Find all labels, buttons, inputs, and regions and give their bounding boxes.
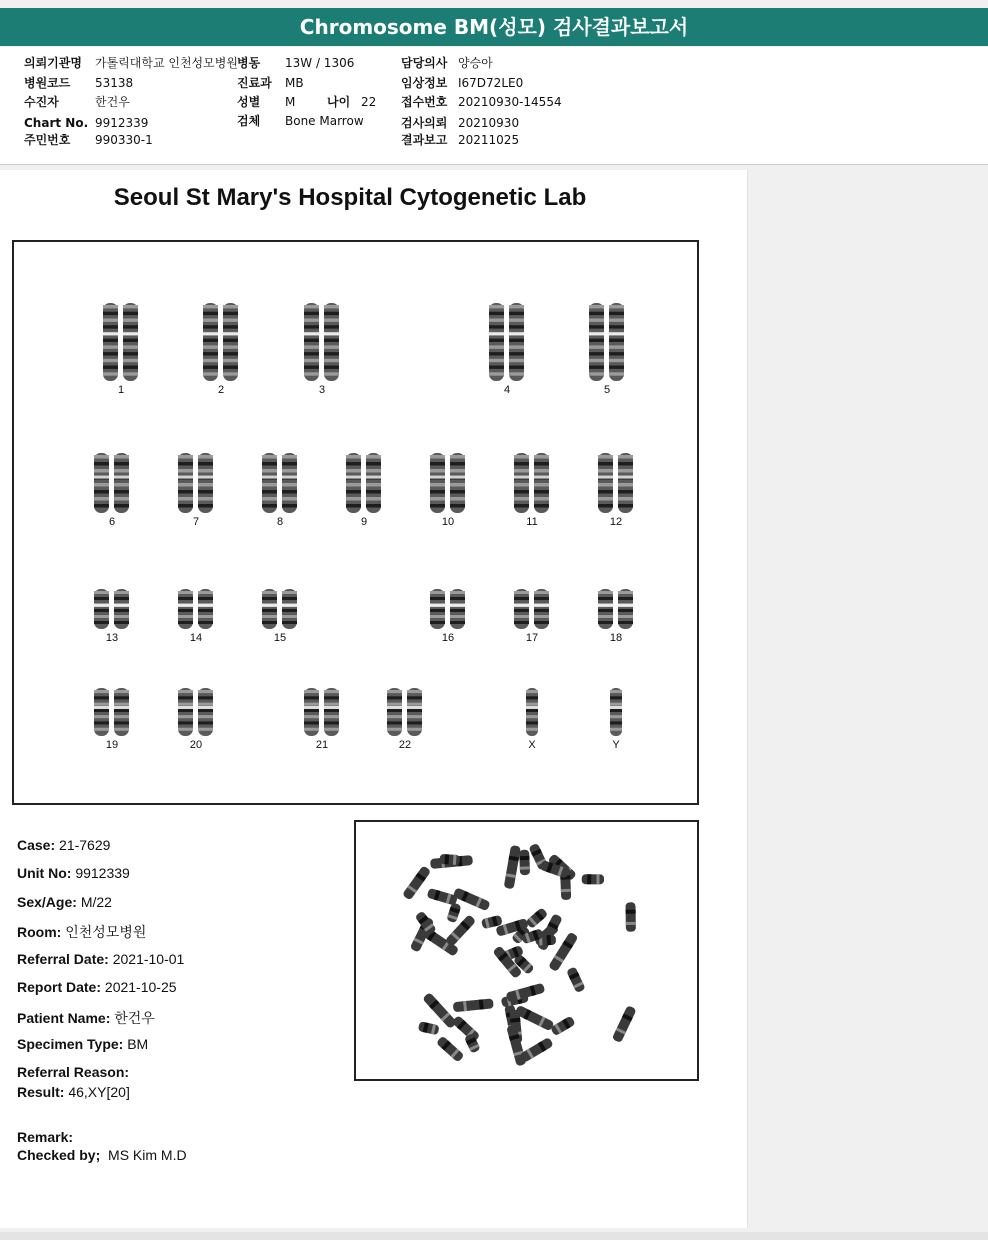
chromosome-pair-20 <box>166 687 226 751</box>
chromosome-label: 1 <box>117 384 125 396</box>
chromosome-pair-8 <box>250 452 310 528</box>
chromosome-image <box>199 302 243 382</box>
cytogenetic-report <box>0 170 748 1228</box>
chromosome-label: 15 <box>273 632 287 644</box>
chromosome-image <box>510 452 554 514</box>
chromosome-label: 14 <box>189 632 203 644</box>
chromosome-image <box>174 687 218 737</box>
chromosome-pair-5 <box>577 302 637 396</box>
chromosome-pair-17 <box>502 588 562 644</box>
chromosome-pair-15 <box>250 588 310 644</box>
meta-referral-reason: Referral Reason: <box>17 1064 130 1080</box>
chromosome-label: 4 <box>503 384 511 396</box>
chromosome-pair-y <box>586 687 646 751</box>
chromosome-image <box>258 588 302 630</box>
chromosome-pair-9 <box>334 452 394 528</box>
chromosome-label: 8 <box>276 516 284 528</box>
chromosome-image <box>594 588 638 630</box>
patient-info-panel: 의뢰기관명 가톨릭대학교 인천성모병원 병원코드 53138 수진자 한건우 Chart No. 9912339 주민번호 990330-1 병동 13W / 1306 진료과 MB 성별 M 나이 22 검체 Bone Marrow 담당의사 양승아 임상정보 I67D72LE0 접수번호 20210930-14554 검사의뢰 20210930 결과보고 20211025 <box>0 47 988 165</box>
chromosome-pair-x <box>502 687 562 751</box>
meta-sex-age: Sex/Age: M/22 <box>17 894 112 910</box>
chromosome-label: 10 <box>441 516 455 528</box>
chromosome-image <box>485 302 529 382</box>
chromosome-image <box>174 452 218 514</box>
chromosome-image <box>585 302 629 382</box>
bottom-scrollbar <box>0 1232 988 1240</box>
chromosome-image <box>90 588 134 630</box>
chromosome-pair-2 <box>191 302 251 396</box>
chromosome-image <box>300 687 344 737</box>
chromosome-image <box>174 588 218 630</box>
karyogram <box>12 240 699 805</box>
chromosome-pair-21 <box>292 687 352 751</box>
chromosome-image <box>383 687 427 737</box>
meta-referral-date: Referral Date: 2021-10-01 <box>17 951 185 967</box>
chromosome-label: 9 <box>360 516 368 528</box>
chromosome-label: 11 <box>526 516 538 528</box>
chromosome-label: 18 <box>609 632 623 644</box>
chromosome-label: 20 <box>189 739 203 751</box>
chromosome-label: 13 <box>105 632 119 644</box>
chromosome-label: X <box>528 739 536 751</box>
chromosome-label: 19 <box>105 739 119 751</box>
chromosome-image <box>426 588 470 630</box>
chromosome-image <box>606 687 626 737</box>
chromosome-label: 16 <box>441 632 455 644</box>
chromosome-image <box>258 452 302 514</box>
chromosome-pair-18 <box>586 588 646 644</box>
chromosome-image <box>426 452 470 514</box>
meta-unit: Unit No: 9912339 <box>17 865 130 881</box>
chromosome-pair-3 <box>292 302 352 396</box>
chromosome-label: 5 <box>603 384 611 396</box>
chromosome-image <box>594 452 638 514</box>
meta-checked-by: Checked by; MS Kim M.D <box>17 1147 187 1163</box>
chromosome-pair-22 <box>375 687 435 751</box>
report-title: Chromosome BM(성모) 검사결과보고서 <box>299 15 689 39</box>
meta-result: Result: 46,XY[20] <box>17 1084 130 1100</box>
chromosome-label: 3 <box>318 384 326 396</box>
meta-specimen: Specimen Type: BM <box>17 1036 149 1052</box>
chromosome-pair-7 <box>166 452 226 528</box>
metaphase-spread <box>356 822 697 1079</box>
chromosome-pair-4 <box>477 302 537 396</box>
chromosome-image <box>510 588 554 630</box>
meta-remark: Remark: <box>17 1129 74 1145</box>
meta-report-date: Report Date: 2021-10-25 <box>17 979 177 995</box>
metaphase-image <box>354 820 699 1081</box>
chromosome-label: Y <box>612 739 620 751</box>
chromosome-pair-1 <box>91 302 151 396</box>
chromosome-image <box>300 302 344 382</box>
chromosome-pair-19 <box>82 687 142 751</box>
chromosome-image <box>522 687 542 737</box>
chromosome-label: 6 <box>108 516 116 528</box>
chromosome-pair-16 <box>418 588 478 644</box>
chromosome-image <box>342 452 386 514</box>
lab-title: Seoul St Mary's Hospital Cytogenetic Lab <box>113 184 587 211</box>
chromosome-pair-13 <box>82 588 142 644</box>
chromosome-pair-6 <box>82 452 142 528</box>
report-title-bar <box>0 8 988 46</box>
chromosome-image <box>90 452 134 514</box>
meta-case: Case: 21-7629 <box>17 837 111 853</box>
meta-room: Room: 인천성모병원 <box>17 924 147 940</box>
meta-patient-name: Patient Name: 한건우 <box>17 1010 155 1026</box>
chromosome-pair-14 <box>166 588 226 644</box>
chromosome-label: 21 <box>315 739 329 751</box>
chromosome-label: 2 <box>217 384 225 396</box>
chromosome-image <box>99 302 143 382</box>
chromosome-label: 17 <box>525 632 539 644</box>
chromosome-label: 7 <box>192 516 200 528</box>
chromosome-pair-12 <box>586 452 646 528</box>
chromosome-pair-10 <box>418 452 478 528</box>
chromosome-label: 12 <box>609 516 623 528</box>
chromosome-label: 22 <box>398 739 412 751</box>
chromosome-pair-11 <box>502 452 562 528</box>
chromosome-image <box>90 687 134 737</box>
